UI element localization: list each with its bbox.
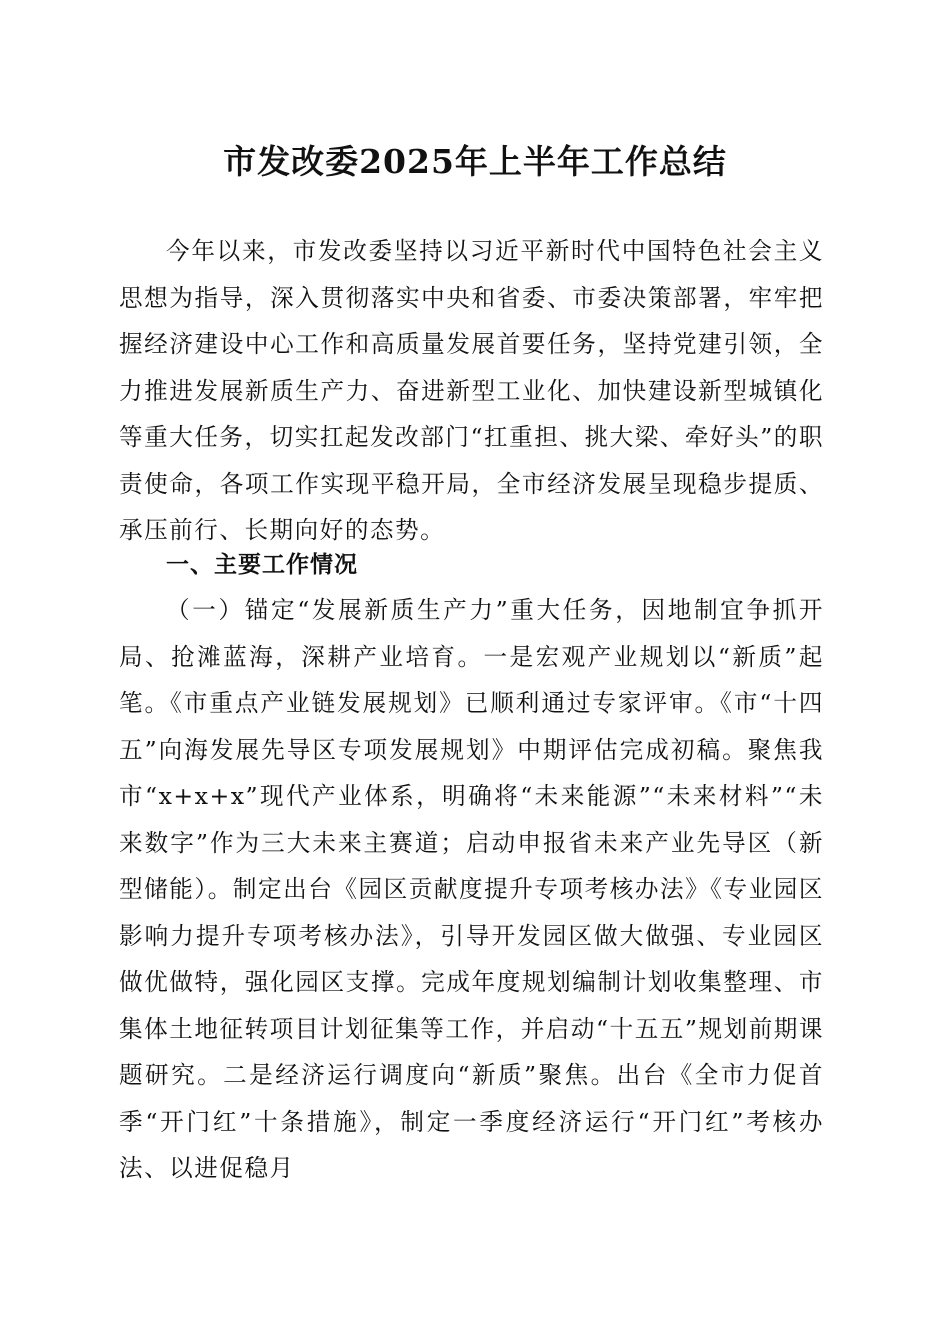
document-title: 市发改委2025年上半年工作总结 (223, 142, 727, 181)
section-paragraph: （一）锚定“发展新质生产力”重大任务，因地制宜争抓开局、抢滩蓝海，深耕产业培育。一是宏观产业规划以“新质”起笔。《市重点产业链发展规划》已顺利通过专家评审。《市“十四五”向海发展先导区专项发展规划》中期评估完成初稿。聚焦我市“x+x+x”现代产业体系，明确将“未来能源”“未来材料”“未来数字”作为三大未来主赛道；启动申报省未来产业先导区（新型储能）。制定出台《园区贡献度提升专项考核办法》《专业园区影响力提升专项考核办法》，引导开发园区做大做强、专业园区做优做特，强化园区支撑。完成年度规划编制计划收集整理、市集体土地征转项目计划征集等工作，并启动“十五五”规划前期课题研究。二是经济运行调度向“新质”聚焦。出台《全市力促首季“开门红”十条措施》，制定一季度经济运行“开门红”考核办法、以进促稳月 (119, 596, 824, 1182)
section-heading: 一、主要工作情况 (166, 552, 358, 578)
intro-paragraph: 今年以来，市发改委坚持以习近平新时代中国特色社会主义思想为指导，深入贯彻落实中央和省委、市委决策部署，牢牢把握经济建设中心工作和高质量发展首要任务，坚持党建引领，全力推进发展新质生产力、奋进新型工业化、加快建设新型城镇化等重大任务，切实扛起发改部门“扛重担、挑大梁、牵好头”的职责使命，各项工作实现平稳开局，全市经济发展呈现稳步提质、承压前行、长期向好的态势。 (119, 237, 824, 544)
